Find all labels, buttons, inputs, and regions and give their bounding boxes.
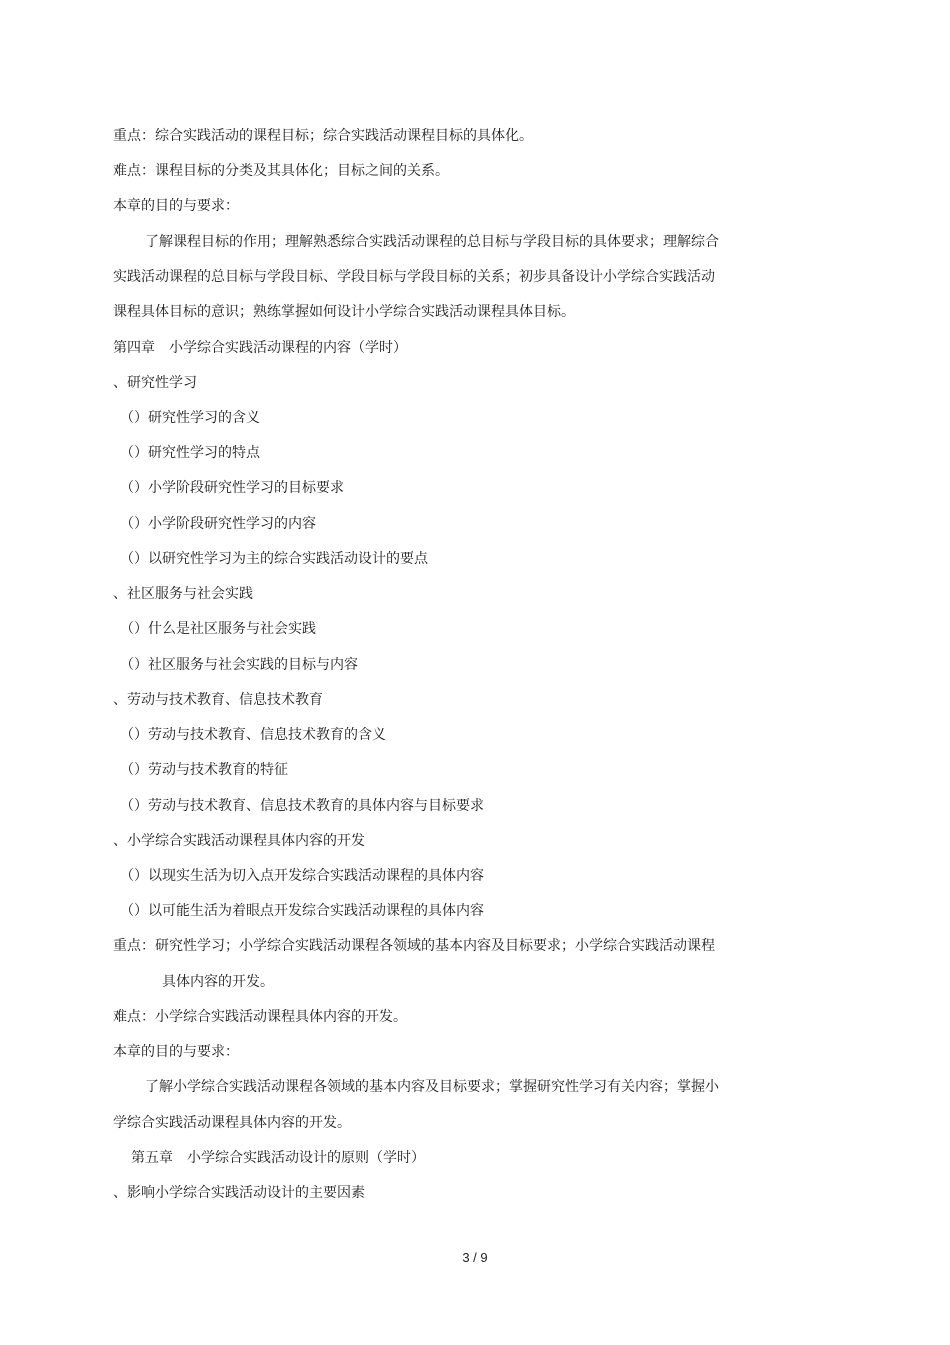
list-item: （）劳动与技术教育、信息技术教育的含义 <box>120 727 386 743</box>
list-item: （）以研究性学习为主的综合实践活动设计的要点 <box>120 551 428 567</box>
section-heading: 、劳动与技术教育、信息技术教育 <box>113 692 323 708</box>
list-item: （）以可能生活为着眼点开发综合实践活动课程的具体内容 <box>120 903 484 919</box>
objectives-heading: 本章的目的与要求： <box>113 1044 239 1060</box>
difficulties-line: 难点：课程目标的分类及其具体化；目标之间的关系。 <box>113 163 449 179</box>
section-heading: 、小学综合实践活动课程具体内容的开发 <box>113 833 365 849</box>
difficulties-line: 难点：小学综合实践活动课程具体内容的开发。 <box>113 1009 407 1025</box>
objectives-heading: 本章的目的与要求： <box>113 198 239 214</box>
page-number: 3 / 9 <box>462 1250 488 1265</box>
list-item: （）什么是社区服务与社会实践 <box>120 621 316 637</box>
list-item: （）研究性学习的特点 <box>120 445 260 461</box>
list-item: （）小学阶段研究性学习的目标要求 <box>120 480 344 496</box>
paragraph-line: 了解小学综合实践活动课程各领域的基本内容及目标要求；掌握研究性学习有关内容；掌握小 <box>145 1079 719 1095</box>
paragraph-line: 了解课程目标的作用；理解熟悉综合实践活动课程的总目标与学段目标的具体要求；理解综合 <box>145 234 719 250</box>
list-item: （）以现实生活为切入点开发综合实践活动课程的具体内容 <box>120 868 484 884</box>
section-heading: 、影响小学综合实践活动设计的主要因素 <box>113 1185 365 1201</box>
paragraph-line: 课程具体目标的意识；熟练掌握如何设计小学综合实践活动课程具体目标。 <box>113 304 575 320</box>
list-item: （）劳动与技术教育的特征 <box>120 762 288 778</box>
key-points-continuation: 具体内容的开发。 <box>162 974 274 990</box>
list-item: （）小学阶段研究性学习的内容 <box>120 516 316 532</box>
list-item: （）社区服务与社会实践的目标与内容 <box>120 657 358 673</box>
key-points-line: 重点：研究性学习；小学综合实践活动课程各领域的基本内容及目标要求；小学综合实践活动课程 <box>113 938 715 954</box>
chapter-heading: 第四章 小学综合实践活动课程的内容（学时） <box>113 340 407 356</box>
list-item: （）研究性学习的含义 <box>120 410 260 426</box>
key-points-line: 重点：综合实践活动的课程目标；综合实践活动课程目标的具体化。 <box>113 128 533 144</box>
section-heading: 、社区服务与社会实践 <box>113 586 253 602</box>
list-item: （）劳动与技术教育、信息技术教育的具体内容与目标要求 <box>120 798 484 814</box>
paragraph-line: 学综合实践活动课程具体内容的开发。 <box>113 1115 351 1131</box>
chapter-heading: 第五章 小学综合实践活动设计的原则（学时） <box>131 1150 425 1166</box>
paragraph-line: 实践活动课程的总目标与学段目标、学段目标与学段目标的关系；初步具备设计小学综合实践活动 <box>113 269 715 285</box>
section-heading: 、研究性学习 <box>113 375 197 391</box>
